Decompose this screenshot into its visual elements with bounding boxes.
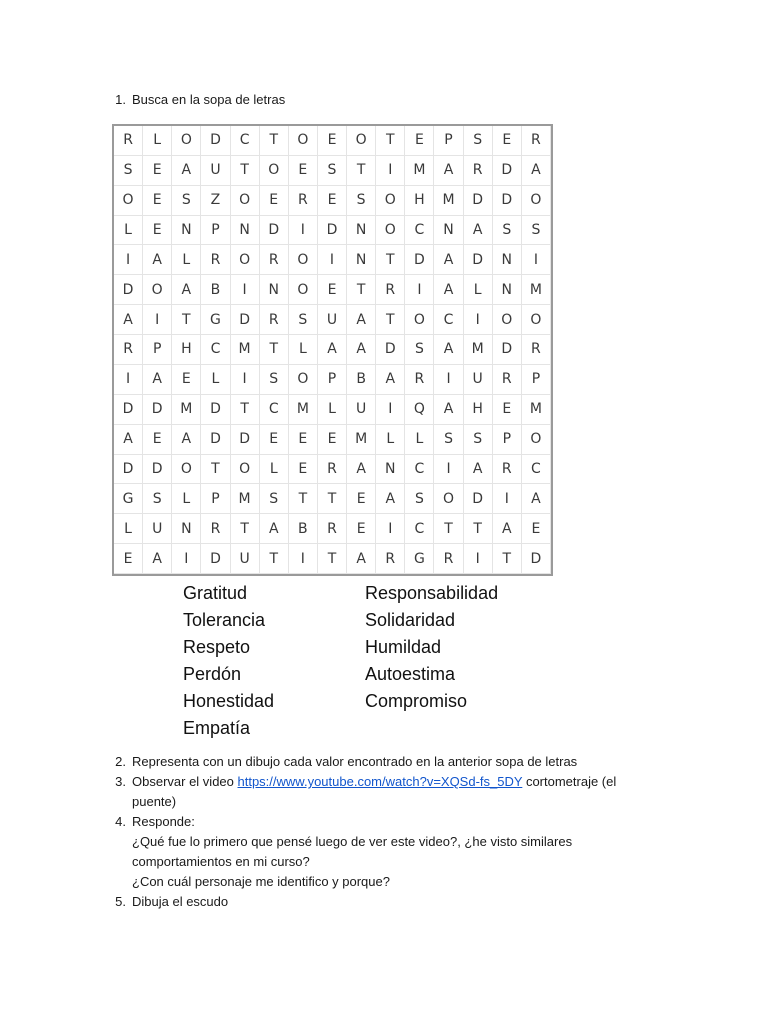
grid-letter: O: [231, 455, 260, 485]
grid-letter: N: [172, 514, 201, 544]
grid-letter: T: [318, 544, 347, 574]
grid-letter: D: [201, 126, 230, 156]
task-text: [132, 772, 632, 792]
grid-letter: S: [464, 126, 493, 156]
grid-letter: N: [434, 216, 463, 246]
grid-letter: R: [114, 335, 143, 365]
word-list-left: [183, 580, 274, 742]
grid-letter: O: [172, 455, 201, 485]
grid-letter: R: [493, 365, 522, 395]
letter-grid: [114, 126, 551, 574]
grid-letter: C: [405, 455, 434, 485]
grid-letter: C: [201, 335, 230, 365]
grid-letter: S: [260, 365, 289, 395]
grid-letter: A: [522, 156, 551, 186]
grid-letter: S: [143, 484, 172, 514]
word-item: Perdón: [183, 664, 242, 684]
grid-letter: D: [114, 455, 143, 485]
grid-letter: M: [464, 335, 493, 365]
grid-letter: M: [172, 395, 201, 425]
grid-letter: N: [347, 245, 376, 275]
grid-letter: M: [347, 425, 376, 455]
grid-letter: L: [114, 514, 143, 544]
grid-letter: O: [347, 126, 376, 156]
grid-letter: L: [464, 275, 493, 305]
grid-letter: U: [231, 544, 260, 574]
grid-letter: T: [260, 544, 289, 574]
grid-letter: P: [493, 425, 522, 455]
grid-letter: A: [318, 335, 347, 365]
list-number: 3.: [115, 774, 126, 789]
grid-letter: N: [376, 455, 405, 485]
grid-letter: P: [143, 335, 172, 365]
grid-letter: D: [143, 395, 172, 425]
grid-letter: S: [493, 216, 522, 246]
grid-letter: T: [260, 335, 289, 365]
grid-letter: T: [260, 126, 289, 156]
word-item: Compromiso: [365, 691, 468, 711]
grid-letter: S: [434, 425, 463, 455]
grid-letter: U: [347, 395, 376, 425]
grid-letter: A: [376, 484, 405, 514]
grid-letter: S: [464, 425, 493, 455]
grid-letter: R: [376, 275, 405, 305]
grid-letter: I: [464, 305, 493, 335]
grid-letter: P: [318, 365, 347, 395]
grid-letter: D: [493, 186, 522, 216]
grid-letter: D: [522, 544, 551, 574]
grid-letter: S: [172, 186, 201, 216]
grid-letter: O: [434, 484, 463, 514]
grid-letter: R: [114, 126, 143, 156]
word-item: Honestidad: [183, 691, 275, 711]
grid-letter: T: [172, 305, 201, 335]
grid-letter: R: [318, 455, 347, 485]
grid-letter: E: [289, 455, 318, 485]
grid-letter: G: [114, 484, 143, 514]
grid-letter: L: [318, 395, 347, 425]
question-text: ¿Con cuál personaje me identifico y porque?: [132, 874, 390, 889]
grid-letter: I: [405, 275, 434, 305]
grid-letter: Q: [405, 395, 434, 425]
grid-letter: I: [143, 305, 172, 335]
grid-letter: A: [522, 484, 551, 514]
grid-letter: O: [172, 126, 201, 156]
grid-letter: D: [201, 395, 230, 425]
grid-letter: D: [493, 335, 522, 365]
grid-letter: S: [347, 186, 376, 216]
grid-letter: O: [522, 186, 551, 216]
grid-letter: M: [231, 335, 260, 365]
grid-letter: E: [143, 216, 172, 246]
grid-letter: S: [405, 484, 434, 514]
grid-letter: T: [231, 395, 260, 425]
grid-letter: R: [260, 305, 289, 335]
grid-letter: I: [522, 245, 551, 275]
grid-letter: I: [114, 365, 143, 395]
grid-letter: I: [376, 395, 405, 425]
video-link[interactable]: https://www.youtube.com/watch?v=XQSd-fs_5DY: [237, 774, 523, 789]
grid-letter: A: [434, 245, 463, 275]
grid-letter: A: [376, 365, 405, 395]
grid-letter: E: [143, 156, 172, 186]
grid-letter: G: [201, 305, 230, 335]
grid-letter: L: [376, 425, 405, 455]
grid-letter: G: [405, 544, 434, 574]
word-item: Autoestima: [365, 664, 456, 684]
word-item: Responsabilidad: [365, 583, 499, 603]
task-text: Responde:: [132, 814, 195, 829]
grid-letter: M: [522, 395, 551, 425]
grid-letter: M: [289, 395, 318, 425]
grid-letter: O: [522, 425, 551, 455]
grid-letter: T: [347, 156, 376, 186]
grid-letter: A: [143, 544, 172, 574]
grid-letter: A: [434, 275, 463, 305]
word-item: Tolerancia: [183, 610, 266, 630]
question-text: ¿Qué fue lo primero que pensé luego de ver este video?, ¿he visto similares: [132, 834, 573, 849]
grid-letter: E: [260, 425, 289, 455]
grid-letter: B: [201, 275, 230, 305]
grid-letter: E: [522, 514, 551, 544]
grid-letter: R: [260, 245, 289, 275]
word-item: Solidaridad: [365, 610, 456, 630]
grid-letter: S: [318, 156, 347, 186]
grid-letter: S: [114, 156, 143, 186]
grid-letter: E: [318, 275, 347, 305]
grid-letter: R: [493, 455, 522, 485]
grid-letter: R: [405, 365, 434, 395]
grid-letter: I: [434, 455, 463, 485]
grid-letter: R: [522, 126, 551, 156]
grid-letter: A: [172, 156, 201, 186]
grid-letter: N: [493, 245, 522, 275]
grid-letter: I: [464, 544, 493, 574]
grid-letter: C: [434, 305, 463, 335]
task-text: Representa con un dibujo cada valor encontrado en la anterior sopa de letras: [132, 754, 578, 769]
grid-letter: U: [201, 156, 230, 186]
grid-letter: D: [114, 275, 143, 305]
grid-letter: U: [464, 365, 493, 395]
grid-letter: T: [464, 514, 493, 544]
grid-letter: E: [289, 425, 318, 455]
task-suffix: cortometraje (el: [522, 774, 617, 789]
grid-letter: D: [231, 425, 260, 455]
grid-letter: Z: [201, 186, 230, 216]
grid-letter: A: [143, 365, 172, 395]
grid-letter: I: [434, 365, 463, 395]
grid-letter: M: [434, 186, 463, 216]
grid-letter: H: [464, 395, 493, 425]
grid-letter: E: [405, 126, 434, 156]
grid-letter: R: [289, 186, 318, 216]
grid-letter: A: [347, 305, 376, 335]
grid-letter: O: [231, 245, 260, 275]
grid-letter: U: [318, 305, 347, 335]
grid-letter: N: [260, 275, 289, 305]
grid-letter: O: [289, 126, 318, 156]
grid-letter: R: [522, 335, 551, 365]
grid-letter: D: [464, 245, 493, 275]
grid-letter: E: [318, 126, 347, 156]
grid-letter: E: [493, 126, 522, 156]
grid-letter: R: [201, 514, 230, 544]
grid-letter: A: [114, 425, 143, 455]
grid-letter: T: [376, 305, 405, 335]
grid-letter: P: [201, 216, 230, 246]
grid-letter: I: [376, 514, 405, 544]
grid-letter: T: [434, 514, 463, 544]
grid-letter: L: [172, 484, 201, 514]
grid-letter: S: [522, 216, 551, 246]
grid-letter: C: [522, 455, 551, 485]
grid-letter: E: [493, 395, 522, 425]
grid-letter: P: [522, 365, 551, 395]
grid-letter: R: [318, 514, 347, 544]
grid-letter: M: [231, 484, 260, 514]
task-text-line2: puente): [132, 794, 177, 809]
grid-letter: D: [318, 216, 347, 246]
grid-letter: O: [260, 156, 289, 186]
grid-letter: T: [318, 484, 347, 514]
grid-letter: I: [318, 245, 347, 275]
grid-letter: E: [347, 484, 376, 514]
grid-letter: C: [405, 514, 434, 544]
grid-letter: L: [201, 365, 230, 395]
grid-letter: L: [405, 425, 434, 455]
grid-letter: E: [143, 186, 172, 216]
grid-letter: N: [231, 216, 260, 246]
grid-letter: B: [347, 365, 376, 395]
grid-letter: E: [260, 186, 289, 216]
grid-letter: C: [260, 395, 289, 425]
grid-letter: I: [231, 365, 260, 395]
grid-letter: O: [289, 275, 318, 305]
grid-letter: S: [289, 305, 318, 335]
grid-letter: O: [289, 365, 318, 395]
grid-letter: N: [172, 216, 201, 246]
grid-letter: D: [464, 186, 493, 216]
grid-letter: T: [493, 544, 522, 574]
grid-letter: M: [405, 156, 434, 186]
grid-letter: R: [201, 245, 230, 275]
grid-letter: O: [231, 186, 260, 216]
grid-letter: L: [172, 245, 201, 275]
grid-letter: D: [201, 544, 230, 574]
word-item: Humildad: [365, 637, 442, 657]
grid-letter: I: [493, 484, 522, 514]
question-text: comportamientos en mi curso?: [132, 854, 310, 869]
word-item: Empatía: [183, 718, 251, 738]
task-prefix: Observar el video: [132, 774, 238, 789]
grid-letter: P: [434, 126, 463, 156]
grid-letter: T: [289, 484, 318, 514]
grid-letter: A: [347, 335, 376, 365]
grid-letter: T: [231, 514, 260, 544]
grid-letter: I: [289, 544, 318, 574]
grid-letter: L: [143, 126, 172, 156]
list-number: 2.: [115, 754, 126, 769]
grid-letter: O: [376, 186, 405, 216]
grid-letter: T: [376, 126, 405, 156]
grid-letter: O: [376, 216, 405, 246]
grid-letter: E: [172, 365, 201, 395]
task-text: Dibuja el escudo: [132, 894, 229, 909]
grid-letter: I: [114, 245, 143, 275]
grid-letter: T: [376, 245, 405, 275]
grid-letter: E: [318, 186, 347, 216]
grid-letter: I: [231, 275, 260, 305]
grid-letter: O: [405, 305, 434, 335]
grid-letter: O: [143, 275, 172, 305]
word-item: Respeto: [183, 637, 251, 657]
grid-letter: C: [405, 216, 434, 246]
grid-letter: R: [464, 156, 493, 186]
grid-letter: E: [143, 425, 172, 455]
grid-letter: O: [493, 305, 522, 335]
list-number: 4.: [115, 814, 126, 829]
grid-letter: S: [260, 484, 289, 514]
grid-letter: E: [318, 425, 347, 455]
grid-letter: E: [114, 544, 143, 574]
grid-letter: N: [347, 216, 376, 246]
grid-letter: M: [522, 275, 551, 305]
word-list-right: [365, 580, 498, 715]
grid-letter: A: [347, 455, 376, 485]
grid-letter: S: [405, 335, 434, 365]
grid-letter: D: [405, 245, 434, 275]
grid-letter: E: [347, 514, 376, 544]
grid-letter: D: [201, 425, 230, 455]
list-number: 1.: [115, 92, 126, 107]
word-item: Gratitud: [183, 583, 248, 603]
grid-letter: U: [143, 514, 172, 544]
grid-letter: A: [114, 305, 143, 335]
grid-letter: T: [231, 156, 260, 186]
grid-letter: D: [114, 395, 143, 425]
grid-letter: A: [464, 216, 493, 246]
grid-letter: I: [289, 216, 318, 246]
grid-letter: A: [347, 544, 376, 574]
grid-letter: A: [260, 514, 289, 544]
grid-letter: D: [143, 455, 172, 485]
grid-letter: H: [172, 335, 201, 365]
grid-letter: A: [434, 156, 463, 186]
grid-letter: A: [434, 395, 463, 425]
grid-letter: I: [376, 156, 405, 186]
grid-letter: O: [522, 305, 551, 335]
grid-letter: B: [289, 514, 318, 544]
list-number: 5.: [115, 894, 126, 909]
grid-letter: T: [201, 455, 230, 485]
grid-letter: A: [143, 245, 172, 275]
grid-letter: D: [260, 216, 289, 246]
grid-letter: D: [376, 335, 405, 365]
grid-letter: D: [464, 484, 493, 514]
grid-letter: P: [201, 484, 230, 514]
grid-letter: E: [289, 156, 318, 186]
grid-letter: I: [172, 544, 201, 574]
grid-letter: T: [347, 275, 376, 305]
grid-letter: R: [434, 544, 463, 574]
grid-letter: N: [493, 275, 522, 305]
grid-letter: R: [376, 544, 405, 574]
grid-letter: D: [231, 305, 260, 335]
grid-letter: A: [464, 455, 493, 485]
grid-letter: D: [493, 156, 522, 186]
grid-letter: O: [289, 245, 318, 275]
grid-letter: L: [114, 216, 143, 246]
grid-letter: L: [289, 335, 318, 365]
grid-letter: O: [114, 186, 143, 216]
grid-letter: A: [493, 514, 522, 544]
word-search-puzzle: [112, 124, 553, 576]
grid-letter: H: [405, 186, 434, 216]
grid-letter: C: [231, 126, 260, 156]
instruction-text: Busca en la sopa de letras: [132, 92, 286, 107]
grid-letter: A: [172, 425, 201, 455]
grid-letter: L: [260, 455, 289, 485]
grid-letter: A: [434, 335, 463, 365]
grid-letter: A: [172, 275, 201, 305]
